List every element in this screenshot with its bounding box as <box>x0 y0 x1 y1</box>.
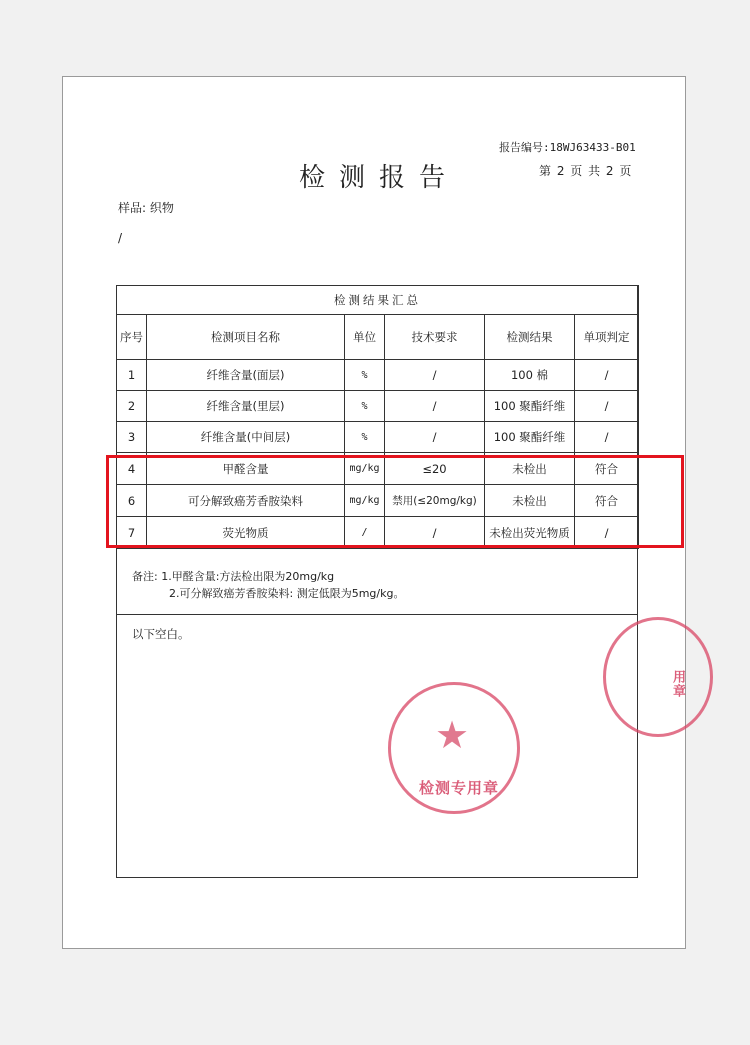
header-cell: 单位 <box>345 315 385 360</box>
seal-label: 检测专用章 <box>419 779 500 797</box>
table-cell: mg/kg <box>345 453 385 485</box>
header-cell: 技术要求 <box>385 315 485 360</box>
note-line-1: 备注: 1.甲醛含量:方法检出限为20mg/kg <box>132 570 335 583</box>
table-cell: mg/kg <box>345 485 385 517</box>
page-number: 第 2 页 共 2 页 <box>539 164 633 178</box>
seal-star-icon: ★ <box>435 713 470 757</box>
table-cell: % <box>345 391 385 422</box>
table-cell: 100 棉 <box>485 360 575 391</box>
report-title: 检测报告 <box>299 163 460 193</box>
table-header-row <box>117 315 639 360</box>
table-cell: 未检出 <box>485 453 575 485</box>
table-cell: 符合 <box>575 485 639 517</box>
table-cell: % <box>345 360 385 391</box>
inspection-seal <box>388 682 520 814</box>
table-cell: ≤20 <box>385 453 485 485</box>
table-cell: 荧光物质 <box>147 517 345 549</box>
table-cell: 100 聚酯纤维 <box>485 391 575 422</box>
table-cell: / <box>575 391 639 422</box>
table-cell: % <box>345 422 385 453</box>
table-row <box>117 391 639 422</box>
table-cell: / <box>385 360 485 391</box>
table-cell: 可分解致癌芳香胺染料 <box>147 485 345 517</box>
side-seal-label: 用章 <box>670 670 685 698</box>
table-row <box>117 360 639 391</box>
table-cell: 纤维含量(中间层) <box>147 422 345 453</box>
table-cell: 符合 <box>575 453 639 485</box>
table-cell: / <box>385 517 485 549</box>
highlight-box <box>106 455 684 548</box>
sample-slash: / <box>118 231 123 245</box>
table-cell: 甲醛含量 <box>147 453 345 485</box>
report-number: 报告编号:18WJ63433-B01 <box>499 141 636 154</box>
results-frame <box>116 285 638 878</box>
table-cell: / <box>575 360 639 391</box>
side-seal <box>603 617 713 737</box>
table-caption: 检测结果汇总 <box>117 286 639 315</box>
table-cell: 禁用(≤20mg/kg) <box>385 485 485 517</box>
table-cell: 3 <box>117 422 147 453</box>
header-cell: 单项判定 <box>575 315 639 360</box>
sample-label: 样品: 织物 <box>118 201 174 215</box>
header-cell: 序号 <box>117 315 147 360</box>
table-cell: / <box>575 422 639 453</box>
blank-below-text: 以下空白。 <box>132 627 190 641</box>
table-cell: / <box>345 517 385 549</box>
table-caption-row <box>117 286 639 315</box>
table-cell: 纤维含量(面层) <box>147 360 345 391</box>
table-cell: / <box>575 517 639 549</box>
table-cell: 6 <box>117 485 147 517</box>
header-cell: 检测项目名称 <box>147 315 345 360</box>
table-row <box>117 422 639 453</box>
table-cell: 7 <box>117 517 147 549</box>
report-page <box>62 76 686 949</box>
table-cell: 1 <box>117 360 147 391</box>
table-cell: 2 <box>117 391 147 422</box>
table-cell: 100 聚酯纤维 <box>485 422 575 453</box>
table-cell: / <box>385 391 485 422</box>
table-cell: 未检出荧光物质 <box>485 517 575 549</box>
table-cell: 纤维含量(里层) <box>147 391 345 422</box>
note-line-2: 2.可分解致癌芳香胺染料: 测定低限为5mg/kg。 <box>169 587 405 600</box>
table-cell: 未检出 <box>485 485 575 517</box>
table-cell: 4 <box>117 453 147 485</box>
table-cell: / <box>385 422 485 453</box>
notes-section <box>117 557 637 615</box>
header-cell: 检测结果 <box>485 315 575 360</box>
